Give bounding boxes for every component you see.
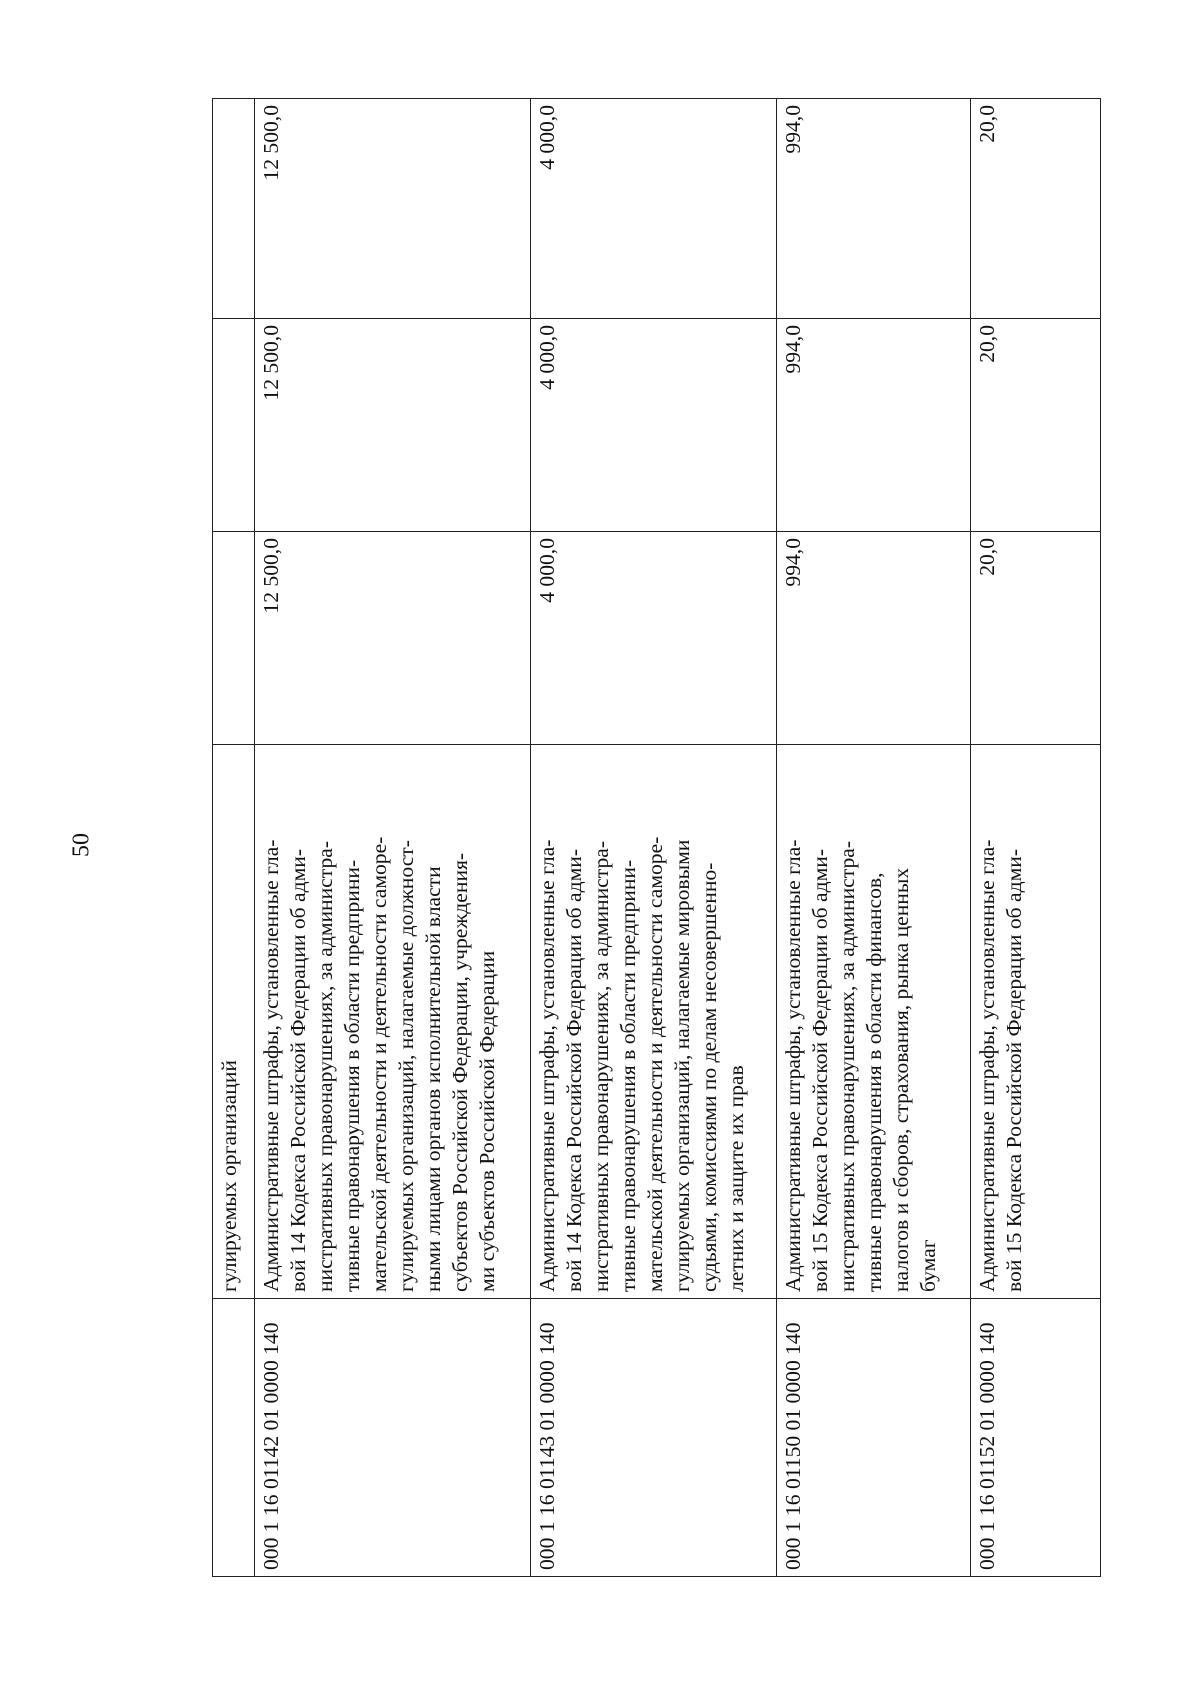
table-row bbox=[213, 99, 255, 1577]
rotated-table-container bbox=[212, 99, 1100, 1577]
description-line: тивные правонарушения в области предприни- bbox=[616, 859, 640, 1292]
description-line: Административные штрафы, установленные гла- bbox=[975, 839, 999, 1292]
description-line: налогов и сборов, страхования, рынка ценных bbox=[889, 867, 913, 1292]
code-cell: 000 1 16 01150 01 0000 140 bbox=[777, 1299, 971, 1577]
description-line: вой 15 Кодекса Российской Федерации об адми- bbox=[1002, 848, 1026, 1292]
budget-table bbox=[212, 98, 1101, 1577]
description-line: летних и защите их прав bbox=[724, 1065, 748, 1292]
code-cell: 000 1 16 01152 01 0000 140 bbox=[971, 1299, 1101, 1577]
description-line: мательской деятельности и деятельности саморе- bbox=[367, 836, 391, 1292]
description-line: вой 15 Кодекса Российской Федерации об адми- bbox=[808, 848, 832, 1292]
value-cell-2: 4 000,0 bbox=[531, 319, 777, 532]
table-row bbox=[777, 99, 971, 1577]
table-row bbox=[255, 99, 531, 1577]
value-cell-3: 994,0 bbox=[777, 99, 971, 319]
description-line: гулируемых организаций, налагаемые должност- bbox=[394, 840, 418, 1292]
value-cell-2 bbox=[213, 319, 255, 532]
code-cell: 000 1 16 01143 01 0000 140 bbox=[531, 1299, 777, 1577]
value-cell-2: 994,0 bbox=[777, 319, 971, 532]
description-line: судьями, комиссиями по делам несовершенно- bbox=[697, 862, 721, 1292]
description-line: вой 14 Кодекса Российской Федерации об адми- bbox=[562, 848, 586, 1292]
description-line: мательской деятельности и деятельности саморе- bbox=[643, 836, 667, 1292]
description-cell bbox=[777, 745, 971, 1299]
description-line: Административные штрафы, установленные гла- bbox=[259, 839, 283, 1292]
description-line: вой 14 Кодекса Российской Федерации об адми- bbox=[286, 848, 310, 1292]
value-cell-1: 12 500,0 bbox=[255, 532, 531, 745]
description-line: нистративных правонарушениях, за администра- bbox=[313, 840, 337, 1292]
description-line: ными лицами органов исполнительной власти bbox=[421, 866, 445, 1292]
value-cell-1: 4 000,0 bbox=[531, 532, 777, 745]
description-line: тивные правонарушения в области финансов, bbox=[862, 872, 886, 1292]
description-line: гулируемых организаций, налагаемые мировыми bbox=[670, 839, 694, 1292]
description-line: ми субъектов Российской Федерации bbox=[475, 950, 499, 1292]
description-cell bbox=[213, 745, 255, 1299]
table-row bbox=[971, 99, 1101, 1577]
description-line: нистративных правонарушениях, за администра- bbox=[589, 840, 613, 1292]
value-cell-3: 20,0 bbox=[971, 99, 1101, 319]
description-line: тивные правонарушения в области предприни- bbox=[340, 859, 364, 1292]
description-cell bbox=[531, 745, 777, 1299]
value-cell-2: 20,0 bbox=[971, 319, 1101, 532]
page-number: 50 bbox=[68, 833, 95, 857]
value-cell-3: 4 000,0 bbox=[531, 99, 777, 319]
value-cell-1: 994,0 bbox=[777, 532, 971, 745]
value-cell-1: 20,0 bbox=[971, 532, 1101, 745]
value-cell-1 bbox=[213, 532, 255, 745]
value-cell-3 bbox=[213, 99, 255, 319]
value-cell-2: 12 500,0 bbox=[255, 319, 531, 532]
code-cell bbox=[213, 1299, 255, 1577]
description-cell bbox=[255, 745, 531, 1299]
code-cell: 000 1 16 01142 01 0000 140 bbox=[255, 1299, 531, 1577]
description-line: гулируемых организаций bbox=[217, 1060, 241, 1292]
description-line: нистративных правонарушениях, за администра- bbox=[835, 840, 859, 1292]
value-cell-3: 12 500,0 bbox=[255, 99, 531, 319]
table-row bbox=[531, 99, 777, 1577]
description-cell bbox=[971, 745, 1101, 1299]
description-line: Административные штрафы, установленные гла- bbox=[535, 839, 559, 1292]
description-line: Административные штрафы, установленные гла- bbox=[781, 839, 805, 1292]
description-line: бумаг bbox=[916, 1239, 940, 1292]
description-line: субъектов Российской Федерации, учреждения- bbox=[448, 852, 472, 1292]
